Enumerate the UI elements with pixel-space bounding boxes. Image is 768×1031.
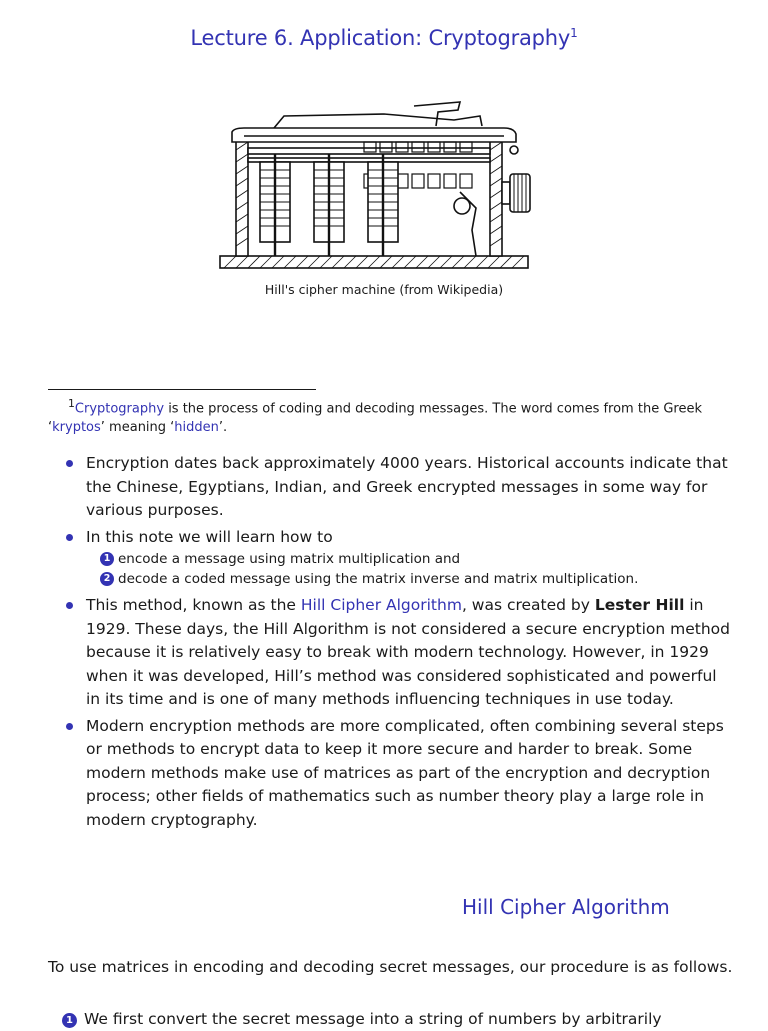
number-badge-icon: 2 bbox=[100, 572, 114, 586]
bullet-text: In this note we will learn how to bbox=[86, 527, 333, 546]
sub-item-text: encode a message using matrix multiplication and bbox=[118, 551, 461, 567]
step-text: We first convert the secret message into a string of numbers by arbitrarily bbox=[84, 1010, 662, 1028]
sub-list bbox=[86, 549, 730, 591]
section-title: Hill Cipher Algorithm bbox=[462, 895, 670, 919]
sub-item-text: decode a coded message using the matrix inverse and matrix multiplication. bbox=[118, 571, 639, 587]
footnote-text: is the process of coding and decoding messages. The word comes from the Greek bbox=[164, 401, 702, 417]
step-item bbox=[62, 1008, 764, 1031]
bullet-item bbox=[62, 715, 730, 833]
bullet-item bbox=[62, 526, 730, 592]
bullet-text: This method, known as the bbox=[86, 596, 301, 614]
footnote-mark: 1 bbox=[68, 397, 75, 410]
hill-cipher-link[interactable]: Hill Cipher Algorithm bbox=[300, 596, 462, 614]
footnote-link-kryptos[interactable]: kryptos bbox=[52, 420, 101, 436]
page-title bbox=[0, 26, 768, 50]
quote-mid: ’ meaning ‘ bbox=[100, 420, 175, 436]
section-intro: To use matrices in encoding and decoding secret messages, our procedure is as follows. bbox=[48, 958, 733, 976]
footnote-link-cryptography[interactable]: Cryptography bbox=[74, 401, 165, 417]
footnote-rule bbox=[48, 389, 316, 390]
bullet-list bbox=[62, 452, 730, 835]
quote-open: ‘ bbox=[48, 420, 53, 436]
quote-close: ’. bbox=[218, 420, 228, 436]
footnote-line-1 bbox=[48, 394, 728, 418]
bullet-dot-icon bbox=[66, 602, 73, 609]
bullet-item bbox=[62, 452, 730, 523]
bullet-dot-icon bbox=[66, 534, 73, 541]
bullet-item bbox=[62, 594, 730, 712]
sub-item bbox=[100, 549, 730, 569]
title-text: Lecture 6. Application: Cryptography bbox=[190, 26, 571, 50]
lester-hill-name: Lester Hill bbox=[594, 596, 685, 614]
sub-item bbox=[100, 569, 730, 589]
bullet-text: in 1929. These days, the Hill Algorithm is not considered a secure encryption method because it is relatively easy to break with modern technology. However, in 1929 when it was developed, Hill’s method was considered sophisticated and powerful in its time and is one of many methods influencing techniques in use today. bbox=[86, 596, 730, 708]
footnote-link-hidden[interactable]: hidden bbox=[174, 420, 219, 436]
bullet-dot-icon bbox=[66, 723, 73, 730]
number-badge-icon: 1 bbox=[62, 1013, 77, 1028]
cipher-machine-illustration bbox=[214, 98, 534, 274]
title-footnote-mark: 1 bbox=[570, 26, 578, 40]
bullet-dot-icon bbox=[66, 460, 73, 467]
number-badge-icon: 1 bbox=[100, 552, 114, 566]
bullet-text: Modern encryption methods are more complicated, often combining several steps or methods to encrypt data to keep it more secure and harder to break. Some modern methods make use of matrices as part of the encryption and decryption process; other fields of mathematics such as number theory play a large role in modern cryptography. bbox=[86, 716, 724, 829]
footnote bbox=[48, 394, 728, 437]
image-caption: Hill's cipher machine (from Wikipedia) bbox=[264, 282, 504, 297]
footnote-line-2 bbox=[48, 420, 227, 435]
bullet-text: Encryption dates back approximately 4000 years. Historical accounts indicate that the Chinese, Egyptians, Indian, and Greek encrypted messages in some way for various purposes. bbox=[86, 454, 728, 519]
bullet-text: , was created by bbox=[461, 596, 595, 614]
